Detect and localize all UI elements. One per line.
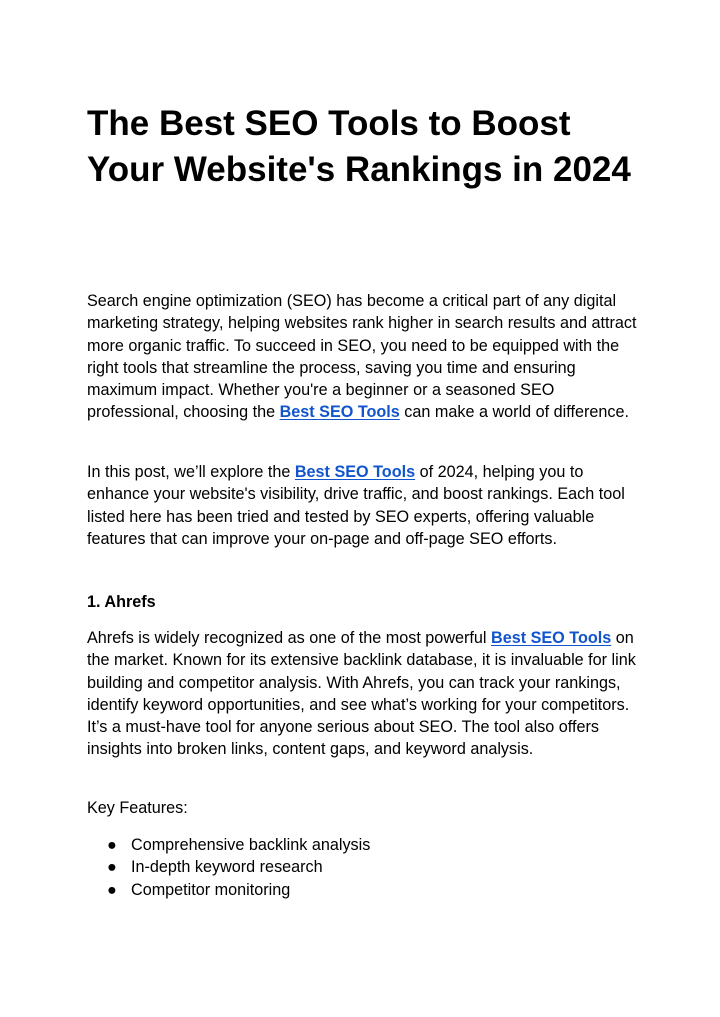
bullet-icon: ● <box>107 858 117 877</box>
overview-text-before-link: In this post, we’ll explore the <box>87 463 295 481</box>
best-seo-tools-link[interactable]: Best SEO Tools <box>491 629 612 647</box>
overview-paragraph <box>87 461 647 550</box>
ahrefs-paragraph <box>87 627 647 761</box>
list-item <box>87 879 370 901</box>
key-features-list <box>87 834 370 901</box>
feature-text: In-depth keyword research <box>131 858 323 877</box>
ahrefs-text-after-link: on the market. Known for its extensive backlink database, it is invaluable for link building and competitor analysis. With Ahrefs, you can track your rankings, identify keyword opportunities, and see what’s working for your competitors. It’s a must-have tool for anyone serious about SEO. The tool also offers insights into broken links, content gaps, and keyword analysis. <box>87 629 636 759</box>
section-heading-ahrefs: 1. Ahrefs <box>87 593 156 611</box>
best-seo-tools-link[interactable]: Best SEO Tools <box>279 403 400 422</box>
bullet-icon: ● <box>107 836 117 854</box>
feature-text: Comprehensive backlink analysis <box>131 836 371 854</box>
document-title: The Best SEO Tools to Boost Your Website's Rankings in 2024 <box>87 104 631 189</box>
ahrefs-text-before-link: Ahrefs is widely recognized as one of the most powerful <box>87 629 491 647</box>
intro-text-before-link: Search engine optimization (SEO) has become a critical part of any digital marketing strategy, helping websites rank higher in search results and attract more organic traffic. To succeed in SEO, you need to be equipped with the right tools that streamline the process, saving you time and ensuring maximum impact. Whether you're a beginner or a seasoned SEO professional, choosing the <box>87 292 637 422</box>
best-seo-tools-link[interactable]: Best SEO Tools <box>294 463 416 481</box>
bullet-icon: ● <box>107 880 117 899</box>
key-features-label: Key Features: <box>87 799 188 817</box>
intro-text-after-link: can make a world of difference. <box>399 403 629 422</box>
feature-text: Competitor monitoring <box>131 880 291 899</box>
intro-paragraph <box>87 290 647 424</box>
list-item <box>87 856 370 878</box>
overview-text-after-link: of 2024, helping you to enhance your website's visibility, drive traffic, and boost rankings. Each tool listed here has been tried and tested by SEO experts, offering valuable features that can improve your on-page and off-page SEO efforts. <box>87 463 625 548</box>
list-item <box>87 834 370 856</box>
